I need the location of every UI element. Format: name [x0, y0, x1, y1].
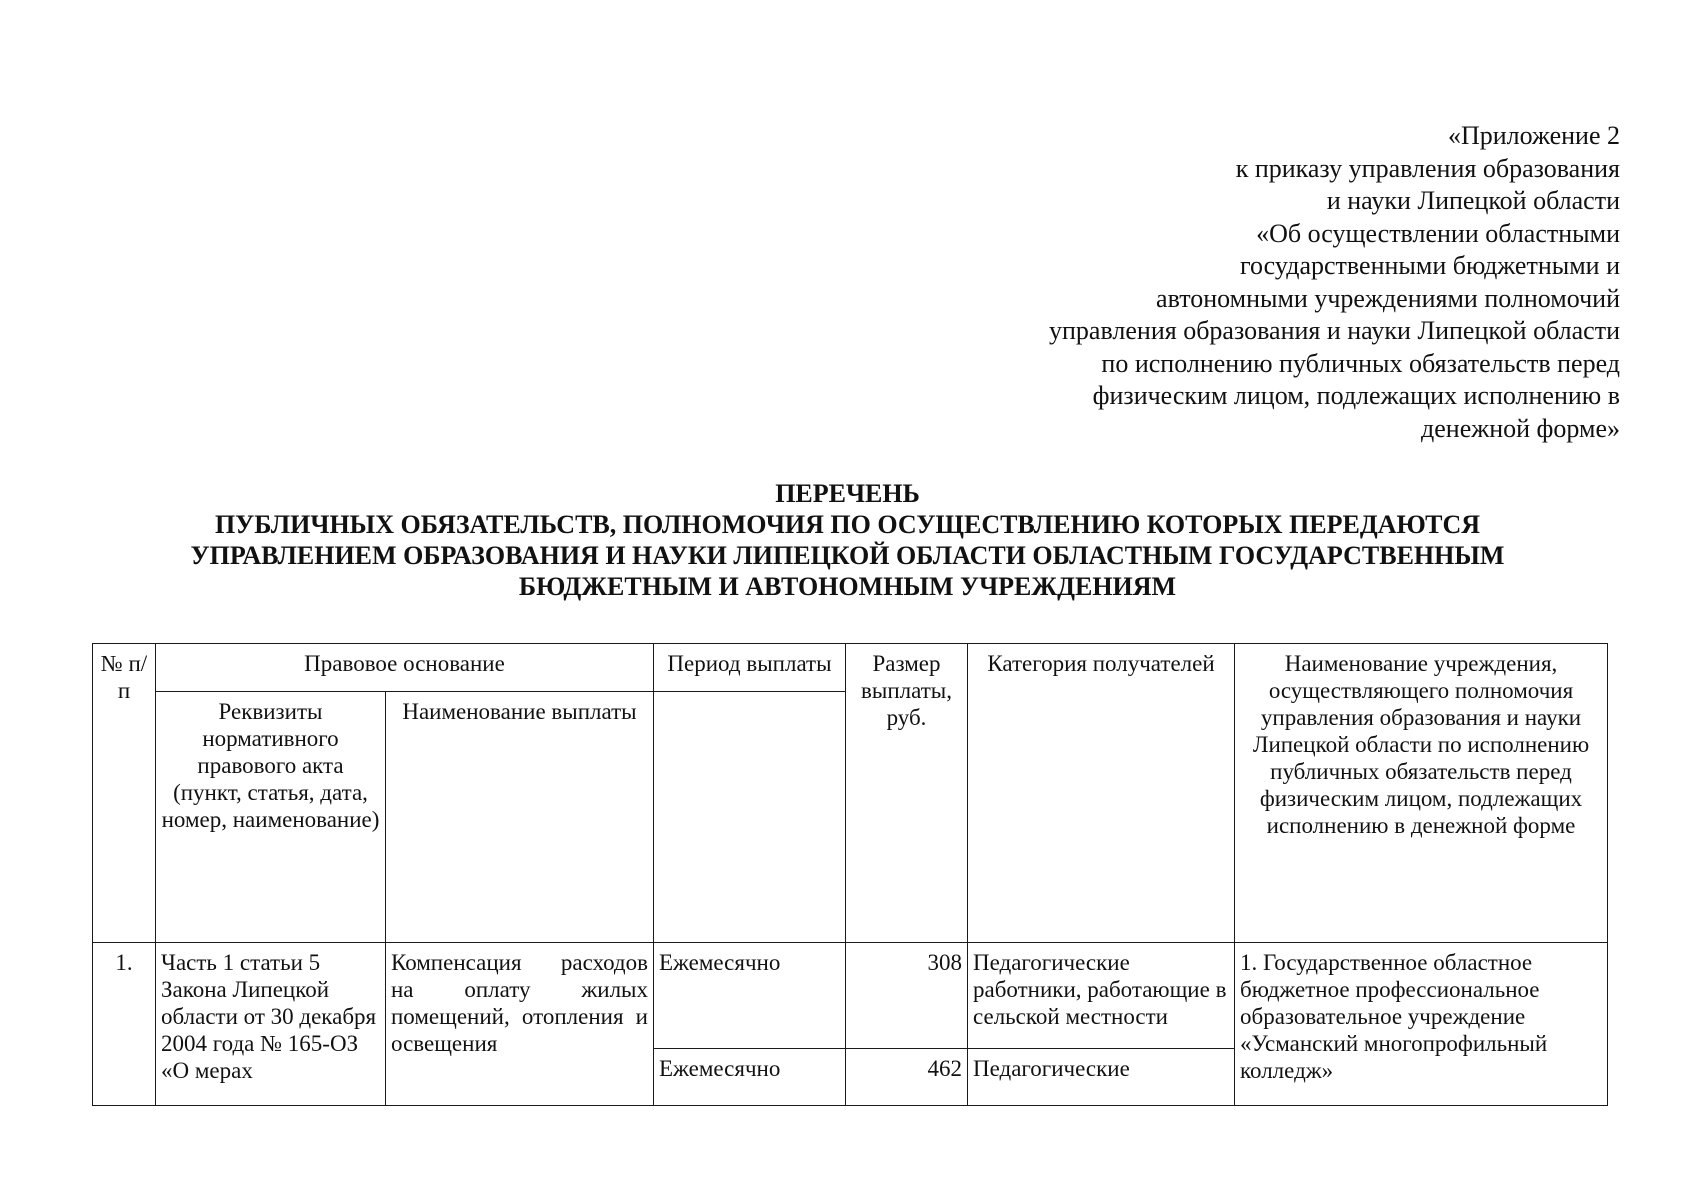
annex-line: «Об осуществлении областными [1256, 218, 1620, 248]
row-category: Педагогические [968, 1049, 1235, 1106]
annex-block [1049, 120, 1620, 445]
annex-line: «Приложение 2 [1447, 121, 1620, 150]
title-line: ПЕРЕЧЕНЬ [775, 479, 920, 508]
document-title [0, 478, 1695, 602]
annex-line: денежной форме» [1421, 413, 1620, 443]
header-institution: Наименование учреждения, осуществляющего полномочия управления образования и науки Липецкой области по исполнению публичных обязательств перед физическим лицом, подлежащих исполнению в денежной форме [1235, 644, 1608, 943]
header-legal-basis: Правовое основание [156, 644, 654, 692]
annex-line: и науки Липецкой области [1326, 186, 1620, 215]
header-payment-name: Наименование выплаты [386, 692, 654, 943]
obligations-table [92, 643, 1608, 1106]
header-amount: Размер выплаты, руб. [846, 644, 968, 943]
header-row [93, 644, 1608, 692]
annex-line: по исполнению публичных обязательств перед [1101, 348, 1620, 378]
payment-name-line: помещений, отопления и [391, 1004, 648, 1029]
row-amount: 308 [846, 943, 968, 1049]
row-category: Педагогические работники, работающие в сельской местности [968, 943, 1235, 1049]
header-num: № п/п [93, 644, 156, 943]
annex-line: управления образования и науки Липецкой области [1049, 316, 1620, 345]
header-period: Период выплаты [654, 644, 846, 692]
row-num: 1. [93, 943, 156, 1106]
header-category: Категория получателей [968, 644, 1235, 943]
row-institution: 1. Государственное областное бюджетное профессиональное образовательное учреждение «Усманский многопрофильный колледж» [1235, 943, 1608, 1106]
row-period: Ежемесячно [654, 1049, 846, 1106]
annex-line: физическим лицом, подлежащих исполнению в [1092, 381, 1620, 410]
title-line: УПРАВЛЕНИЕМ ОБРАЗОВАНИЯ И НАУКИ ЛИПЕЦКОЙ ОБЛАСТИ ОБЛАСТНЫМ ГОСУДАРСТВЕННЫМ [190, 541, 1505, 570]
annex-line: автономными учреждениями полномочий [1156, 283, 1620, 313]
table-row [93, 943, 1608, 1049]
title-line: ПУБЛИЧНЫХ ОБЯЗАТЕЛЬСТВ, ПОЛНОМОЧИЯ ПО ОСУЩЕСТВЛЕНИЮ КОТОРЫХ ПЕРЕДАЮТСЯ [214, 510, 1481, 539]
payment-name-line: на оплату жилых [391, 977, 648, 1002]
row-amount: 462 [846, 1049, 968, 1106]
title-line: БЮДЖЕТНЫМ И АВТОНОМНЫМ УЧРЕЖДЕНИЯМ [518, 572, 1177, 601]
header-legal-act: Реквизиты нормативного правового акта (пункт, статья, дата, номер, наименование) [156, 692, 386, 943]
row-payment-name [386, 943, 654, 1106]
header-period-empty [654, 692, 846, 943]
annex-line: государственными бюджетными и [1240, 251, 1620, 280]
payment-name-line: Компенсация расходов [391, 950, 648, 975]
payment-name-line: освещения [391, 1031, 498, 1056]
row-period: Ежемесячно [654, 943, 846, 1049]
annex-line: к приказу управления образования [1235, 153, 1620, 183]
row-legal-act: Часть 1 статьи 5 Закона Липецкой области от 30 декабря 2004 года № 165-ОЗ «О мерах [156, 943, 386, 1106]
